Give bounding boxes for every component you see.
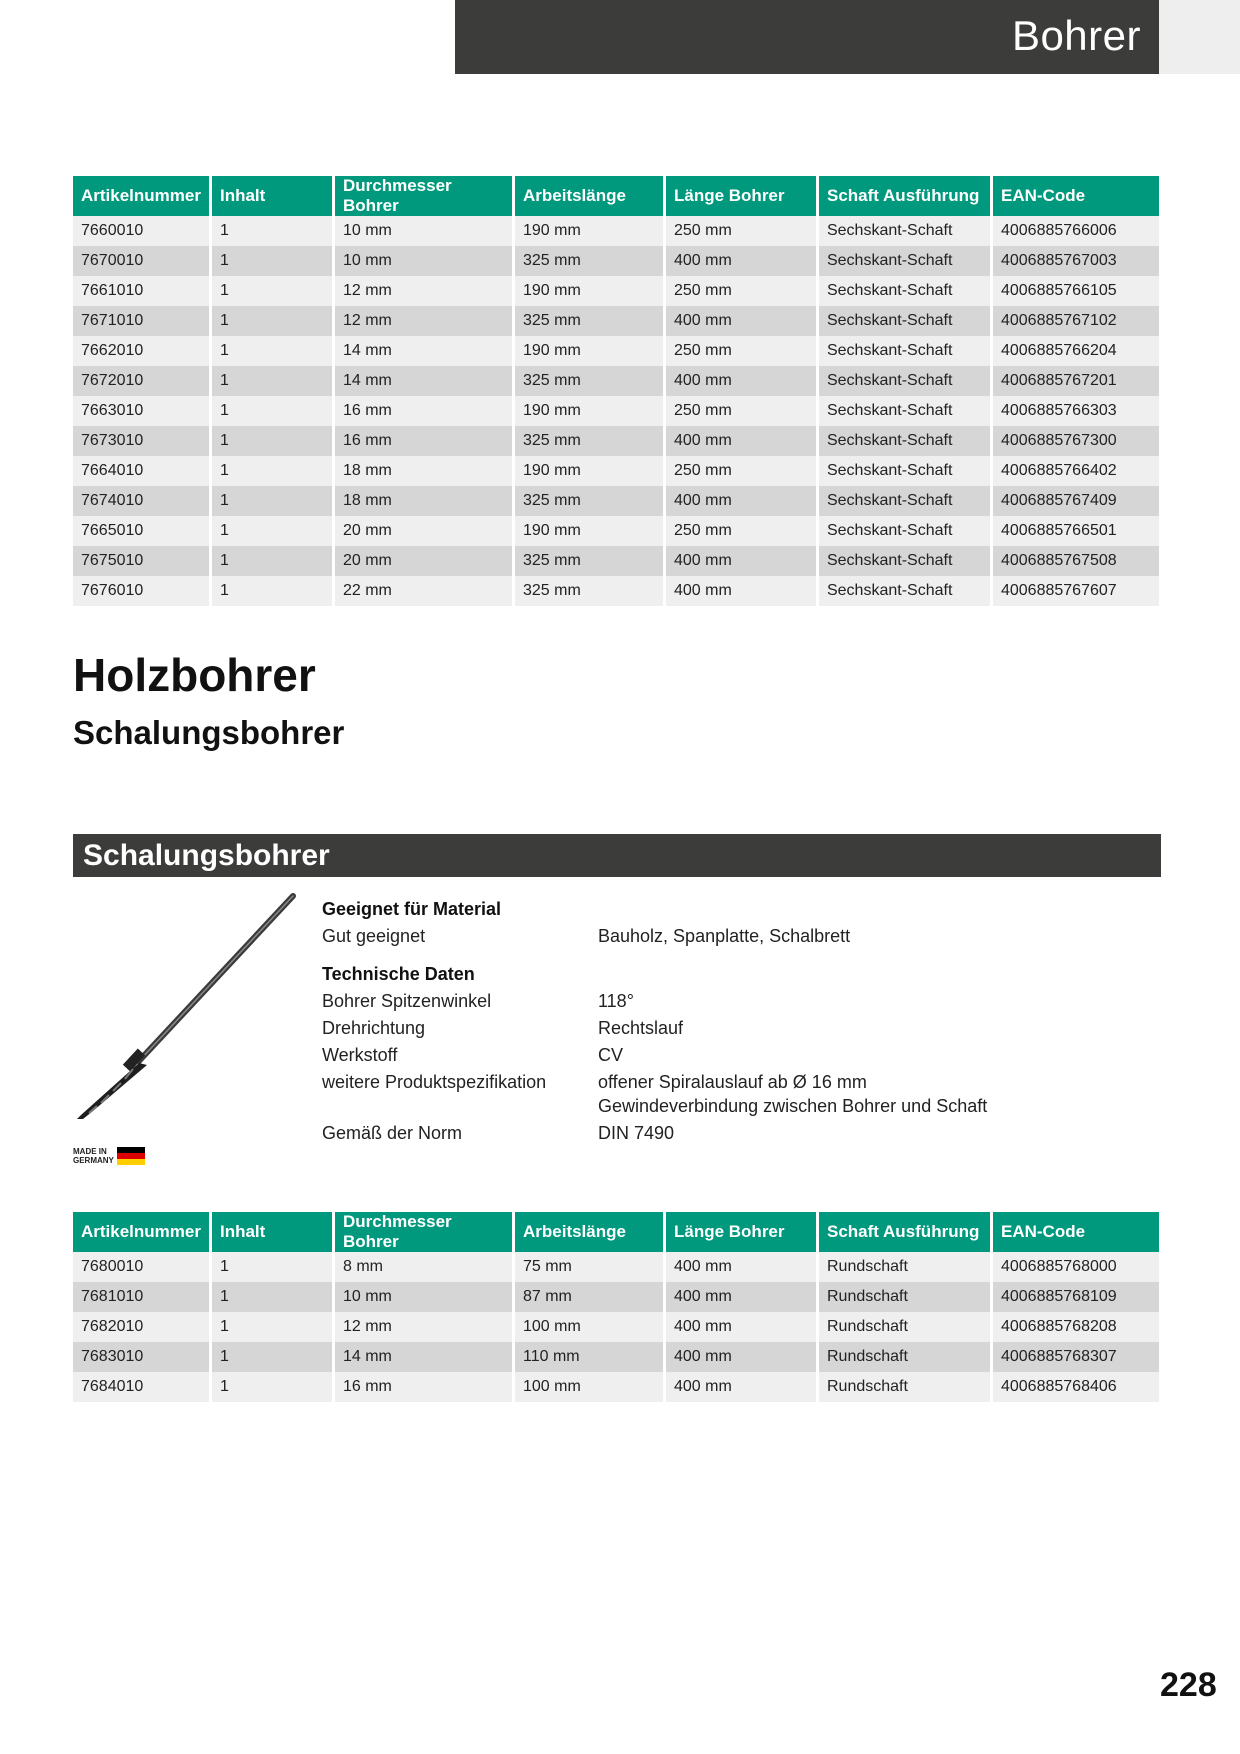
table-cell: Rundschaft [819, 1342, 993, 1372]
table-cell: 400 mm [666, 1372, 819, 1402]
table-cell: 4006885767607 [993, 576, 1159, 606]
table-cell: 7671010 [73, 306, 212, 336]
chapter-header [455, 0, 1159, 74]
column-header: EAN-Code [993, 176, 1159, 216]
table-cell: 250 mm [666, 336, 819, 366]
table-cell: 7680010 [73, 1252, 212, 1282]
table-cell: 325 mm [515, 546, 666, 576]
table-cell: 1 [212, 486, 335, 516]
product-bar-title: Schalungsbohrer [73, 834, 1161, 877]
table-cell: 1 [212, 1312, 335, 1342]
column-header: Schaft Ausführung [819, 176, 993, 216]
spec-value-rotation: Rechtslauf [598, 1018, 684, 1038]
table-cell: 4006885766204 [993, 336, 1159, 366]
section-title: Holzbohrer [73, 649, 316, 701]
table-cell: 7664010 [73, 456, 212, 486]
column-header: Durchmesser Bohrer [335, 176, 515, 216]
material-label: Gut geeignet [322, 926, 426, 946]
table-cell: 4006885768406 [993, 1372, 1159, 1402]
column-header: Artikelnummer [73, 176, 212, 216]
table-cell: 4006885767003 [993, 246, 1159, 276]
table-cell: 325 mm [515, 246, 666, 276]
material-value: Bauholz, Spanplatte, Schalbrett [598, 926, 851, 946]
table-cell: 7660010 [73, 216, 212, 246]
column-header: Arbeitslänge [515, 1212, 666, 1252]
table-cell: 1 [212, 1342, 335, 1372]
table-cell: 1 [212, 396, 335, 426]
table-cell: 20 mm [335, 546, 515, 576]
table-cell: 1 [212, 1372, 335, 1402]
table-cell: 4006885767508 [993, 546, 1159, 576]
table-cell: 4006885767409 [993, 486, 1159, 516]
table-cell: 7684010 [73, 1372, 212, 1402]
table-cell: 7673010 [73, 426, 212, 456]
table-row [73, 456, 1159, 486]
table-cell: 16 mm [335, 396, 515, 426]
table-cell: 325 mm [515, 426, 666, 456]
table-row [73, 516, 1159, 546]
table-cell: 12 mm [335, 306, 515, 336]
table-cell: 400 mm [666, 1252, 819, 1282]
table-cell: Sechskant-Schaft [819, 246, 993, 276]
table-cell: 7683010 [73, 1342, 212, 1372]
table-cell: 400 mm [666, 246, 819, 276]
table-cell: 14 mm [335, 336, 515, 366]
table-cell: 190 mm [515, 456, 666, 486]
material-heading: Geeignet für Material [322, 899, 502, 919]
spec-value-more-2: Gewindeverbindung zwischen Bohrer und Schaft [598, 1096, 988, 1116]
table-cell: 18 mm [335, 456, 515, 486]
table-cell: Sechskant-Schaft [819, 576, 993, 606]
table-cell: 400 mm [666, 1342, 819, 1372]
table-cell: 325 mm [515, 486, 666, 516]
table-cell: 10 mm [335, 246, 515, 276]
table-cell: 400 mm [666, 1282, 819, 1312]
table-row [73, 1312, 1159, 1342]
column-header: Länge Bohrer [666, 176, 819, 216]
table-cell: 7663010 [73, 396, 212, 426]
table-cell: 400 mm [666, 426, 819, 456]
table-row [73, 1342, 1159, 1372]
table-cell: 7661010 [73, 276, 212, 306]
table-cell: 190 mm [515, 396, 666, 426]
table-cell: 325 mm [515, 366, 666, 396]
spec-label-rotation: Drehrichtung [322, 1018, 426, 1038]
table-cell: 12 mm [335, 276, 515, 306]
table-cell: 4006885766006 [993, 216, 1159, 246]
table-cell: 4006885768109 [993, 1282, 1159, 1312]
column-header: Inhalt [212, 1212, 335, 1252]
table-row [73, 366, 1159, 396]
made-in-germany-badge [73, 1147, 147, 1169]
table-cell: Sechskant-Schaft [819, 366, 993, 396]
germany-flag-icon [117, 1147, 145, 1165]
table-cell: 190 mm [515, 516, 666, 546]
norm-label: Gemäß der Norm [322, 1123, 463, 1143]
spec-value-tip-angle: 118° [598, 991, 634, 1011]
table-cell: 75 mm [515, 1252, 666, 1282]
table-cell: 7681010 [73, 1282, 212, 1312]
table-row [73, 396, 1159, 426]
table-cell: 190 mm [515, 216, 666, 246]
page-number: 228 [1160, 1666, 1217, 1704]
table-cell: Rundschaft [819, 1252, 993, 1282]
tech-heading: Technische Daten [322, 964, 475, 984]
table-cell: 1 [212, 366, 335, 396]
table-cell: Sechskant-Schaft [819, 396, 993, 426]
made-in-line2: GERMANY [73, 1156, 114, 1165]
table-row [73, 546, 1159, 576]
table-cell: Sechskant-Schaft [819, 546, 993, 576]
table-row [73, 1372, 1159, 1402]
table-cell: 7676010 [73, 576, 212, 606]
table-cell: 1 [212, 576, 335, 606]
table-row [73, 1282, 1159, 1312]
chapter-title: Bohrer [1011, 12, 1141, 59]
column-header: Artikelnummer [73, 1212, 212, 1252]
table-cell: 250 mm [666, 396, 819, 426]
column-header: Inhalt [212, 176, 335, 216]
table-row [73, 426, 1159, 456]
table-cell: 325 mm [515, 576, 666, 606]
table-cell: 4006885767102 [993, 306, 1159, 336]
table-cell: 16 mm [335, 1372, 515, 1402]
table-cell: 22 mm [335, 576, 515, 606]
table-cell: 325 mm [515, 306, 666, 336]
table-cell: 1 [212, 456, 335, 486]
table-cell: 12 mm [335, 1312, 515, 1342]
table-cell: 7675010 [73, 546, 212, 576]
spec-label-material: Werkstoff [322, 1045, 398, 1065]
table-cell: 1 [212, 1252, 335, 1282]
table-cell: 400 mm [666, 366, 819, 396]
table-cell: 10 mm [335, 1282, 515, 1312]
table-cell: 14 mm [335, 366, 515, 396]
table-cell: 4006885768307 [993, 1342, 1159, 1372]
table-cell: 16 mm [335, 426, 515, 456]
table-cell: 14 mm [335, 1342, 515, 1372]
table-cell: 4006885768000 [993, 1252, 1159, 1282]
table-cell: Sechskant-Schaft [819, 216, 993, 246]
table-cell: 7670010 [73, 246, 212, 276]
table-cell: 1 [212, 516, 335, 546]
table-cell: 400 mm [666, 546, 819, 576]
table-cell: 4006885768208 [993, 1312, 1159, 1342]
table-cell: 100 mm [515, 1312, 666, 1342]
table-cell: 1 [212, 306, 335, 336]
table-cell: 250 mm [666, 276, 819, 306]
table-row [73, 276, 1159, 306]
column-header: Durchmesser Bohrer [335, 1212, 515, 1252]
column-header: Arbeitslänge [515, 176, 666, 216]
table-cell: 100 mm [515, 1372, 666, 1402]
table-cell: 1 [212, 546, 335, 576]
table-cell: 10 mm [335, 216, 515, 246]
table-cell: 4006885767300 [993, 426, 1159, 456]
table-row [73, 216, 1159, 246]
table-cell: 1 [212, 216, 335, 246]
table-cell: Sechskant-Schaft [819, 306, 993, 336]
table-cell: 4006885767201 [993, 366, 1159, 396]
table-cell: 4006885766402 [993, 456, 1159, 486]
table-cell: 4006885766303 [993, 396, 1159, 426]
table-cell: 8 mm [335, 1252, 515, 1282]
table-cell: Sechskant-Schaft [819, 276, 993, 306]
table-header-row [73, 1212, 1159, 1252]
column-header: EAN-Code [993, 1212, 1159, 1252]
table-cell: 190 mm [515, 336, 666, 366]
column-header: Schaft Ausführung [819, 1212, 993, 1252]
table-header-row [73, 176, 1159, 216]
made-in-line1: MADE IN [73, 1147, 107, 1156]
spec-label-more: weitere Produktspezifikation [322, 1072, 547, 1092]
table-cell: 1 [212, 1282, 335, 1312]
table-cell: 400 mm [666, 1312, 819, 1342]
table-cell: 20 mm [335, 516, 515, 546]
spec-label-tip-angle: Bohrer Spitzenwinkel [322, 991, 492, 1011]
table-row [73, 1252, 1159, 1282]
section-subtitle: Schalungsbohrer [73, 714, 345, 751]
table-cell: Sechskant-Schaft [819, 516, 993, 546]
table-cell: Sechskant-Schaft [819, 486, 993, 516]
table-row [73, 486, 1159, 516]
table-cell: 400 mm [666, 306, 819, 336]
wood-drill-bit-image [73, 893, 303, 1123]
column-header: Länge Bohrer [666, 1212, 819, 1252]
table-row [73, 306, 1159, 336]
product-table-round-shank [73, 1212, 1159, 1402]
table-cell: Rundschaft [819, 1312, 993, 1342]
table-cell: 400 mm [666, 576, 819, 606]
table-cell: Sechskant-Schaft [819, 336, 993, 366]
product-table-hex-shank [73, 176, 1159, 606]
table-cell: 7682010 [73, 1312, 212, 1342]
table-cell: 4006885766105 [993, 276, 1159, 306]
table-cell: 1 [212, 336, 335, 366]
table-cell: 400 mm [666, 486, 819, 516]
table-cell: 18 mm [335, 486, 515, 516]
table-cell: 110 mm [515, 1342, 666, 1372]
spec-value-material: CV [598, 1045, 624, 1065]
table-cell: 250 mm [666, 516, 819, 546]
table-cell: 4006885766501 [993, 516, 1159, 546]
table-cell: 250 mm [666, 216, 819, 246]
table-row [73, 576, 1159, 606]
header-edge-tab [1159, 0, 1240, 74]
table-cell: 87 mm [515, 1282, 666, 1312]
table-cell: Sechskant-Schaft [819, 456, 993, 486]
table-cell: 7662010 [73, 336, 212, 366]
table-cell: Rundschaft [819, 1282, 993, 1312]
table-cell: 7665010 [73, 516, 212, 546]
table-cell: 1 [212, 246, 335, 276]
table-cell: 7672010 [73, 366, 212, 396]
table-row [73, 336, 1159, 366]
table-cell: 190 mm [515, 276, 666, 306]
table-cell: 1 [212, 276, 335, 306]
table-row [73, 246, 1159, 276]
table-cell: 250 mm [666, 456, 819, 486]
table-cell: 7674010 [73, 486, 212, 516]
table-cell: Rundschaft [819, 1372, 993, 1402]
norm-value: DIN 7490 [598, 1123, 675, 1143]
table-cell: Sechskant-Schaft [819, 426, 993, 456]
spec-value-more: offener Spiralauslauf ab Ø 16 mm [598, 1072, 867, 1092]
table-cell: 1 [212, 426, 335, 456]
